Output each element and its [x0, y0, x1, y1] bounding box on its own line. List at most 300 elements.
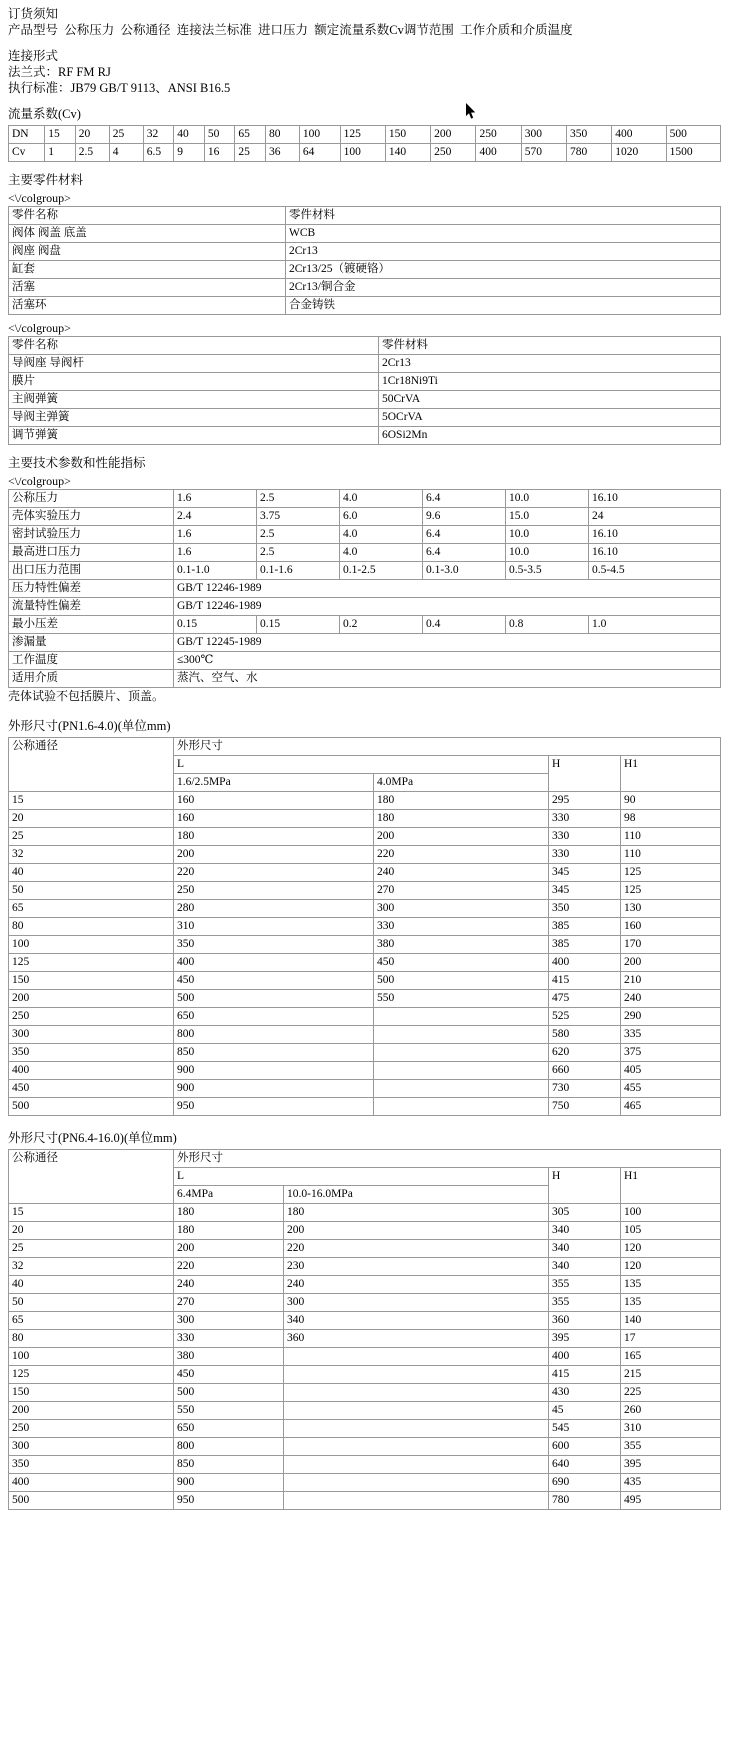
cell: 2Cr13: [286, 243, 721, 261]
cell: 6OSi2Mn: [379, 427, 721, 445]
cell: 900: [174, 1062, 374, 1080]
cell: 125: [621, 864, 721, 882]
table-row: [9, 1026, 721, 1044]
table-row: [9, 954, 721, 972]
cell: 650: [174, 1008, 374, 1026]
table-row: [9, 1080, 721, 1098]
cell: 1.0: [589, 616, 721, 634]
tech-title: 主要技术参数和性能指标: [8, 456, 146, 470]
cell: 36: [265, 144, 299, 162]
cell: 180: [174, 1204, 284, 1222]
cell: 120: [621, 1240, 721, 1258]
cell: 220: [284, 1240, 549, 1258]
tech-note: 壳体试验不包括膜片、顶盖。: [8, 689, 165, 703]
cell: 165: [621, 1348, 721, 1366]
table-row: [9, 1008, 721, 1026]
cell: 40: [9, 1276, 174, 1294]
cell: 17: [621, 1330, 721, 1348]
cell: 50: [204, 126, 235, 144]
cell: 20: [9, 1222, 174, 1240]
cell: [374, 1062, 549, 1080]
cell: 180: [174, 1222, 284, 1240]
table-row: [9, 616, 721, 634]
materials-table: [8, 206, 721, 315]
cell: 25: [235, 144, 266, 162]
cell: 345: [549, 864, 621, 882]
cell: 240: [284, 1276, 549, 1294]
materials-title: 主要零件材料: [8, 173, 84, 187]
cell: 270: [174, 1294, 284, 1312]
cell: 120: [621, 1258, 721, 1276]
cell: 6.4: [423, 490, 506, 508]
cell: 545: [549, 1420, 621, 1438]
cv-table-title: 流量系数(Cv): [8, 107, 81, 121]
cell: 100: [340, 144, 385, 162]
cell: 300: [521, 126, 566, 144]
cell: 340: [549, 1222, 621, 1240]
header-l: L: [174, 1168, 549, 1186]
cell: 250: [174, 882, 374, 900]
cell: 主阀弹簧: [9, 391, 379, 409]
table-row: [9, 1098, 721, 1116]
header-dimensions-group: 外形尺寸: [174, 1150, 721, 1168]
table-row: [9, 1348, 721, 1366]
table-row: [9, 598, 721, 616]
cell: 1500: [666, 144, 720, 162]
table-row: [9, 544, 721, 562]
table-row: [9, 1258, 721, 1276]
spacer: [8, 704, 721, 718]
cell: 360: [549, 1312, 621, 1330]
cell: 270: [374, 882, 549, 900]
cell: 缸套: [9, 261, 286, 279]
cell: 355: [549, 1294, 621, 1312]
table-row: [9, 634, 721, 652]
cell: 475: [549, 990, 621, 1008]
cell: 导阀座 导阀杆: [9, 355, 379, 373]
cell: 500: [174, 1384, 284, 1402]
cell: 180: [374, 792, 549, 810]
cell: 500: [9, 1492, 174, 1510]
table-row: [9, 1240, 721, 1258]
spacer: [8, 162, 721, 172]
cell: [284, 1438, 549, 1456]
cell: 0.1-3.0: [423, 562, 506, 580]
cell: 580: [549, 1026, 621, 1044]
table-row: [9, 810, 721, 828]
cell: 250: [9, 1008, 174, 1026]
cell: 135: [621, 1294, 721, 1312]
cell: 0.5-4.5: [589, 562, 721, 580]
cell: 1020: [612, 144, 666, 162]
cell: 200: [374, 828, 549, 846]
cell: 零件名称: [9, 337, 379, 355]
cell: 32: [9, 1258, 174, 1276]
table-row: [9, 652, 721, 670]
table-row: [9, 144, 721, 162]
cell: 零件材料: [286, 207, 721, 225]
row-label: 流量特性偏差: [9, 598, 174, 616]
cell: [374, 1080, 549, 1098]
cell: 200: [621, 954, 721, 972]
cell: 65: [9, 1312, 174, 1330]
cell: 0.1-1.0: [174, 562, 257, 580]
cell: 200: [431, 126, 476, 144]
row-label: 出口压力范围: [9, 562, 174, 580]
cell: 90: [621, 792, 721, 810]
cell: 450: [174, 972, 374, 990]
cell: 300: [174, 1312, 284, 1330]
cell: 200: [284, 1222, 549, 1240]
cell: 膜片: [9, 373, 379, 391]
cell: 125: [9, 954, 174, 972]
cell: 455: [621, 1080, 721, 1098]
cell: 零件材料: [379, 337, 721, 355]
table-row: [9, 409, 721, 427]
table-row: [9, 243, 721, 261]
cell: 210: [621, 972, 721, 990]
cell: 1: [45, 144, 76, 162]
cell: 350: [9, 1044, 174, 1062]
cell: 355: [621, 1438, 721, 1456]
cv-table: [8, 125, 721, 162]
cell: 140: [385, 144, 430, 162]
cell: 385: [549, 936, 621, 954]
cell: [374, 1008, 549, 1026]
cell: [374, 1026, 549, 1044]
cell: 500: [374, 972, 549, 990]
header-nominal-diameter: 公称通径: [9, 738, 174, 792]
table-row: [9, 1438, 721, 1456]
cell: 300: [374, 900, 549, 918]
connection-line-2: 执行标准：JB79 GB/T 9113、ANSI B16.5: [8, 81, 231, 95]
cell: 6.0: [340, 508, 423, 526]
table-row: [9, 882, 721, 900]
cell: 200: [174, 846, 374, 864]
row-label: 渗漏量: [9, 634, 174, 652]
cell: 140: [621, 1312, 721, 1330]
cell: 蒸汽、空气、水: [174, 670, 721, 688]
cell: 160: [174, 810, 374, 828]
cell: 450: [374, 954, 549, 972]
cell: 650: [174, 1420, 284, 1438]
cell: 600: [549, 1438, 621, 1456]
table-row: [9, 900, 721, 918]
cell: 340: [284, 1312, 549, 1330]
header-h1: H1: [621, 1168, 721, 1204]
cell: 40: [174, 126, 205, 144]
spacer: [8, 445, 721, 455]
cell: 660: [549, 1062, 621, 1080]
cell: 100: [299, 126, 340, 144]
cell: 550: [374, 990, 549, 1008]
cell: 385: [549, 918, 621, 936]
cell: 180: [374, 810, 549, 828]
header-dimensions-group: 外形尺寸: [174, 738, 721, 756]
cell: 15: [9, 1204, 174, 1222]
cell: 16.10: [589, 490, 721, 508]
cell: 65: [235, 126, 266, 144]
cell: [284, 1492, 549, 1510]
cell: 300: [9, 1438, 174, 1456]
cell: 0.4: [423, 616, 506, 634]
cell: 6.4: [423, 544, 506, 562]
cell: 40: [9, 864, 174, 882]
row-label: 适用介质: [9, 670, 174, 688]
cell: 0.1-2.5: [340, 562, 423, 580]
cell: 310: [621, 1420, 721, 1438]
cell: 9: [174, 144, 205, 162]
cell: 400: [476, 144, 521, 162]
cell: 135: [621, 1276, 721, 1294]
cell: 620: [549, 1044, 621, 1062]
cell: 570: [521, 144, 566, 162]
cell: 25: [109, 126, 143, 144]
row-label: 压力特性偏差: [9, 580, 174, 598]
cell: 125: [9, 1366, 174, 1384]
cell: 3.75: [257, 508, 340, 526]
cell: 150: [9, 1384, 174, 1402]
table-row: [9, 990, 721, 1008]
cell: 16: [204, 144, 235, 162]
header-h1: H1: [621, 756, 721, 792]
cell: 16.10: [589, 544, 721, 562]
cell: 200: [9, 990, 174, 1008]
cell: 360: [284, 1330, 549, 1348]
header-sub-2: 4.0MPa: [374, 774, 549, 792]
cell: 260: [621, 1402, 721, 1420]
cell: 215: [621, 1366, 721, 1384]
table-row: [9, 918, 721, 936]
dimensions-table-1: [8, 737, 721, 1116]
header-sub-1: 1.6/2.5MPa: [174, 774, 374, 792]
cell: 160: [621, 918, 721, 936]
dim1-title: 外形尺寸(PN1.6-4.0)(单位mm): [8, 719, 171, 733]
cell: 330: [549, 810, 621, 828]
cell: 20: [9, 810, 174, 828]
cell: 调节弹簧: [9, 427, 379, 445]
table-header-row: [9, 207, 721, 225]
table-row: [9, 1222, 721, 1240]
cell: 15: [45, 126, 76, 144]
cell: [374, 1098, 549, 1116]
cell: 50CrVA: [379, 391, 721, 409]
cell: 400: [612, 126, 666, 144]
cell: 350: [549, 900, 621, 918]
table-row: [9, 1384, 721, 1402]
cell: 15: [9, 792, 174, 810]
cell: 2.5: [257, 526, 340, 544]
table-row: [9, 1492, 721, 1510]
cell: 0.15: [257, 616, 340, 634]
table-row: [9, 580, 721, 598]
cell: 240: [374, 864, 549, 882]
cell: GB/T 12245-1989: [174, 634, 721, 652]
cell: [374, 1044, 549, 1062]
cell: 150: [9, 972, 174, 990]
cell: [284, 1384, 549, 1402]
cell: 1.6: [174, 526, 257, 544]
cell: 导阀主弹簧: [9, 409, 379, 427]
cell: 415: [549, 972, 621, 990]
table-row: [9, 1062, 721, 1080]
cell: 10.0: [506, 526, 589, 544]
cell: 200: [9, 1402, 174, 1420]
table-row: [9, 373, 721, 391]
cell: 330: [549, 846, 621, 864]
cell: 125: [621, 882, 721, 900]
row-label: 壳体实验压力: [9, 508, 174, 526]
cell: 6.5: [143, 144, 174, 162]
cell: 780: [549, 1492, 621, 1510]
cell: 330: [174, 1330, 284, 1348]
table-row: [9, 1420, 721, 1438]
cell: 400: [174, 954, 374, 972]
cell: 0.2: [340, 616, 423, 634]
cell: 350: [174, 936, 374, 954]
cell: 1.6: [174, 490, 257, 508]
table-row: [9, 526, 721, 544]
cell: 435: [621, 1474, 721, 1492]
header-sub-2: 10.0-16.0MPa: [284, 1186, 549, 1204]
cell: 350: [566, 126, 611, 144]
spacer: [8, 1116, 721, 1130]
cell: 300: [9, 1026, 174, 1044]
cell: 2Cr13: [379, 355, 721, 373]
cell: 950: [174, 1098, 374, 1116]
table-row: [9, 261, 721, 279]
table-header-row: [9, 738, 721, 756]
cell: 活塞: [9, 279, 286, 297]
cell: GB/T 12246-1989: [174, 598, 721, 616]
cell: 零件名称: [9, 207, 286, 225]
cell: 500: [666, 126, 720, 144]
table-header-row: [9, 1150, 721, 1168]
cell: 125: [340, 126, 385, 144]
cell: 100: [9, 936, 174, 954]
cell: 80: [9, 918, 174, 936]
cell: 395: [621, 1456, 721, 1474]
cell: 730: [549, 1080, 621, 1098]
cell: 500: [174, 990, 374, 1008]
table-row: [9, 1330, 721, 1348]
table-row: [9, 391, 721, 409]
cell: 0.8: [506, 616, 589, 634]
cell: 130: [621, 900, 721, 918]
cell: 110: [621, 846, 721, 864]
cell: 0.15: [174, 616, 257, 634]
cell: [284, 1366, 549, 1384]
intro-heading: 订货须知: [8, 7, 59, 21]
cell: [284, 1420, 549, 1438]
cell: 160: [174, 792, 374, 810]
cell: 450: [174, 1366, 284, 1384]
table-row: [9, 1474, 721, 1492]
cell: 4.0: [340, 526, 423, 544]
cell: 900: [174, 1474, 284, 1492]
cell: 225: [621, 1384, 721, 1402]
cell: 2.5: [257, 490, 340, 508]
cell: 240: [174, 1276, 284, 1294]
cell: 98: [621, 810, 721, 828]
cell: 350: [9, 1456, 174, 1474]
table-row: [9, 1402, 721, 1420]
table-row: [9, 1204, 721, 1222]
cell: 345: [549, 882, 621, 900]
cell: 640: [549, 1456, 621, 1474]
table-row: [9, 1044, 721, 1062]
cell: 50: [9, 882, 174, 900]
spacer: [8, 96, 721, 106]
cell: 850: [174, 1456, 284, 1474]
row-label: 密封试验压力: [9, 526, 174, 544]
header-sub-1: 6.4MPa: [174, 1186, 284, 1204]
cell: 380: [374, 936, 549, 954]
cell: 780: [566, 144, 611, 162]
cell: 105: [621, 1222, 721, 1240]
table-row: [9, 846, 721, 864]
intro-line-1: 产品型号 公称压力 公称通径 连接法兰标准 进口压力 额定流量系数Cv调节范围 工作介质和介质温度: [8, 23, 573, 37]
cell: 活塞环: [9, 297, 286, 315]
cell: DN: [9, 126, 45, 144]
cell: 230: [284, 1258, 549, 1276]
cell: 180: [174, 828, 374, 846]
cell: 800: [174, 1026, 374, 1044]
cell: 4: [109, 144, 143, 162]
row-label: 工作温度: [9, 652, 174, 670]
table-row: [9, 126, 721, 144]
cell: 330: [374, 918, 549, 936]
row-label: 最小压差: [9, 616, 174, 634]
table-row: [9, 279, 721, 297]
cell: 220: [174, 1258, 284, 1276]
cell: 阀体 阀盖 底盖: [9, 225, 286, 243]
header-l: L: [174, 756, 549, 774]
table-row: [9, 864, 721, 882]
cell: 430: [549, 1384, 621, 1402]
cell: 9.6: [423, 508, 506, 526]
cell: 220: [174, 864, 374, 882]
cell: 5OCrVA: [379, 409, 721, 427]
cell: [284, 1456, 549, 1474]
table-row: [9, 1294, 721, 1312]
cell: 2.4: [174, 508, 257, 526]
cell: 280: [174, 900, 374, 918]
cell: GB/T 12246-1989: [174, 580, 721, 598]
cell: 450: [9, 1080, 174, 1098]
table-row: [9, 225, 721, 243]
cell: 250: [476, 126, 521, 144]
cell: 100: [9, 1348, 174, 1366]
cell: 150: [385, 126, 430, 144]
cell: 240: [621, 990, 721, 1008]
cell: 750: [549, 1098, 621, 1116]
cell: 110: [621, 828, 721, 846]
cell: 340: [549, 1240, 621, 1258]
cell: 355: [549, 1276, 621, 1294]
cell: 2.5: [257, 544, 340, 562]
cell: 2Cr13/25（镀硬铬）: [286, 261, 721, 279]
cell: 4.0: [340, 544, 423, 562]
table-row: [9, 670, 721, 688]
cell: 20: [75, 126, 109, 144]
cell: 800: [174, 1438, 284, 1456]
cell: 330: [549, 828, 621, 846]
cell: 0.1-1.6: [257, 562, 340, 580]
cell: 340: [549, 1258, 621, 1276]
cell: 395: [549, 1330, 621, 1348]
document-page: 订货须知 产品型号 公称压力 公称通径 连接法兰标准 进口压力 额定流量系数Cv调节范围 工作介质和介质温度 连接形式 法兰式：RF FM RJ 执行标准：JB79 GB/T 9113、ANSI B16.5 流量系数(Cv) DN 15 20 25 32 40 50 65 80 100 125 150 200 250 300 350 400 500 Cv 1 2.5 4 6.5 9 16 25 36 64 100 140 250 400 570 780 1020 1500 主要零件材料 <\/colgroup> 零件名称 零件材料 阀体 阀盖 底盖 WCB 阀座 阀盘 2Cr13 缸套 2Cr13/25（镀硬铬） 活塞 2Cr13/铜合金 活塞环 合金铸铁 <\/colgroup> 零件名称 零件材料 导阀座 导阀杆 2Cr13 膜片 1Cr18Ni9Ti 主阀弹簧 50CrVA 导阀主弹簧 5OCrVA 调节弹簧 6OSi2Mn 主要技术参数和性能指标 <\/colgroup> 公称压力 1.6 2.5 4.0 6.4 10.0 16.10 壳体实验压力 2.4 3.75 6.0 9.6 15.0 24 密封试验压力 1.6 2.5 4.0 6.4 10.0 16.10 最高进口压力 1.6 2.5 4.0 6.4 10.0 16.10 出口压力范围 0.1-1.0 0.1-1.6 0.1-2.5 0.1-3.0 0.5-3.5 0.5-4.5 压力特性偏差 GB/T 12246-1989 流量特性偏差 GB/T 12246-1989 最小压差 0.15 0.15 0.2 0.4 0.8 1.0 渗漏量 GB/T 12245-1989 工作温度 ≤300℃ 适用介质 蒸汽、空气、水 壳体试验不包括膜片、顶盖。 外形尺寸(PN1.6-4.0)(单位mm) 公称通径 外形尺寸 L H H1 1.6/2.5MPa 4.0MPa 15 160 180 295 90 20 160 180 330 98 25 180 200 330 110 32 200 220 330 110 40 220 240 345 125 50 250 270 345 125 65 280 300 350 130 80 310 330 385 160 100 350 380 385 170 125 400 450 400 200 150 450 500 415 210 200 500 550 475 240 250 650 525 290 300 800 580 335 350 850 620 375 400 900 660 405 450 900 730 455 500 950 750 465 外形尺寸(PN6.4-16.0)(单位mm) 公称通径 外形尺寸 L H H1 6.4MPa 10.0-16.0MPa 15 180 180 305 100 20 180 200 340 105 25 200 220 340 120 32 220 230 340 120 40 240 240 355 135 50 270 300 355 135 65 300 340 360 140 80 330 360 395 17 100 380 400 165 125 450 415 215 150 500 430 225 200 550 45 260 250 650 545 310 300 800 600 355 350 850 640 395 400 900 690 435 500 950 780 495: [0, 0, 729, 1520]
